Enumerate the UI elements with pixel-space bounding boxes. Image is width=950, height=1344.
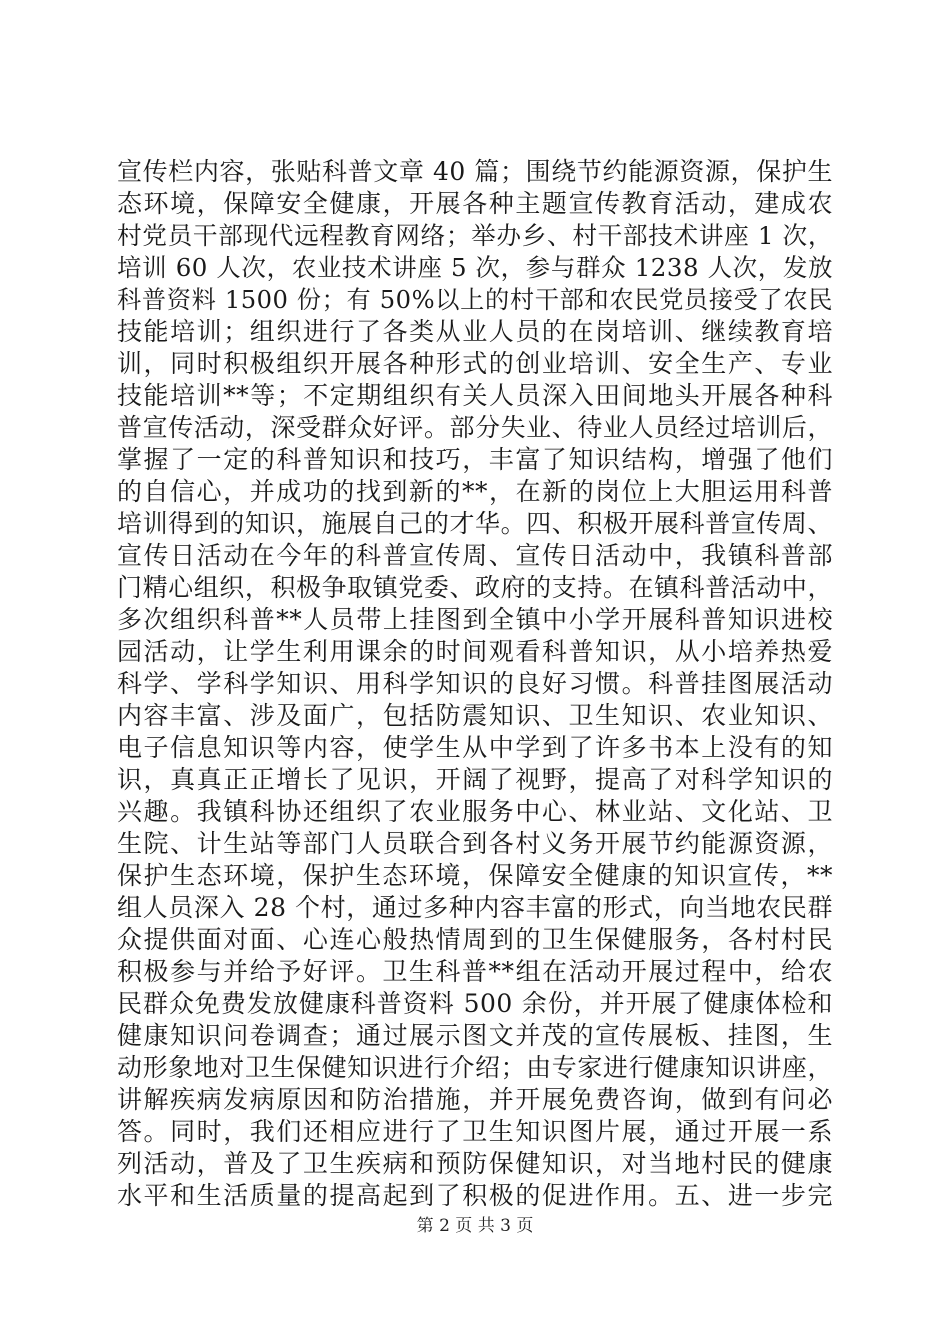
text-line: 识，真真正正增长了见识，开阔了视野，提高了对科学知识的 [117,765,833,794]
text-line: 宣传栏内容，张贴科普文章 40 篇；围绕节约能源资源，保护生 [117,157,833,186]
text-line: 掌握了一定的科普知识和技巧，丰富了知识结构，增强了他们 [117,445,833,474]
text-line: 水平和生活质量的提高起到了积极的促进作用。五、进一步完 [117,1181,833,1210]
text-line: 村党员干部现代远程教育网络；举办乡、村干部技术讲座 1 次， [117,221,833,250]
text-line: 的自信心，并成功的找到新的**，在新的岗位上大胆运用科普 [117,477,833,506]
text-line: 保护生态环境，保护生态环境，保障安全健康的知识宣传，** [117,861,833,890]
text-line: 众提供面对面、心连心般热情周到的卫生保健服务，各村村民 [117,925,833,954]
text-line: 态环境，保障安全健康，开展各种主题宣传教育活动，建成农 [117,189,833,218]
text-line: 园活动，让学生利用课余的时间观看科普知识，从小培养热爱 [117,637,833,666]
text-line: 多次组织科普**人员带上挂图到全镇中小学开展科普知识进校 [117,605,833,634]
text-line: 科普资料 1500 份；有 50%以上的村干部和农民党员接受了农民 [117,286,833,314]
text-line: 训，同时积极组织开展各种形式的创业培训、安全生产、专业 [117,349,833,378]
text-line: 技能培训**等；不定期组织有关人员深入田间地头开展各种科 [117,381,833,410]
text-line: 列活动，普及了卫生疾病和预防保健知识，对当地村民的健康 [117,1149,833,1178]
text-line: 动形象地对卫生保健知识进行介绍；由专家进行健康知识讲座， [117,1053,833,1082]
text-line: 科学、学科学知识、用科学知识的良好习惯。科普挂图展活动 [117,669,833,698]
text-line: 积极参与并给予好评。卫生科普**组在活动开展过程中，给农 [117,957,833,986]
text-line: 宣传日活动在今年的科普宣传周、宣传日活动中，我镇科普部 [117,541,833,570]
text-line: 民群众免费发放健康科普资料 500 余份，并开展了健康体检和 [117,989,833,1018]
text-line: 健康知识问卷调查；通过展示图文并茂的宣传展板、挂图，生 [117,1021,833,1050]
text-line: 组人员深入 28 个村，通过多种内容丰富的形式，向当地农民群 [117,893,833,922]
text-line: 讲解疾病发病原因和防治措施，并开展免费咨询，做到有问必 [117,1085,833,1114]
text-line: 生院、计生站等部门人员联合到各村义务开展节约能源资源， [117,829,833,858]
text-line: 内容丰富、涉及面广，包括防震知识、卫生知识、农业知识、 [117,701,833,730]
body-text [117,156,833,1212]
page-footer: 第 2 页 共 3 页 [416,1216,534,1236]
text-line: 普宣传活动，深受群众好评。部分失业、待业人员经过培训后， [117,413,833,442]
text-line: 培训 60 人次，农业技术讲座 5 次，参与群众 1238 人次，发放 [117,253,833,282]
text-line: 兴趣。我镇科协还组织了农业服务中心、林业站、文化站、卫 [117,797,833,826]
text-line: 电子信息知识等内容，使学生从中学到了许多书本上没有的知 [117,733,833,762]
text-line: 技能培训；组织进行了各类从业人员的在岗培训、继续教育培 [117,317,833,346]
text-line: 培训得到的知识，施展自己的才华。四、积极开展科普宣传周、 [117,509,833,538]
text-line: 门精心组织，积极争取镇党委、政府的支持。在镇科普活动中， [117,573,833,602]
text-line: 答。同时，我们还相应进行了卫生知识图片展，通过开展一系 [117,1117,833,1146]
